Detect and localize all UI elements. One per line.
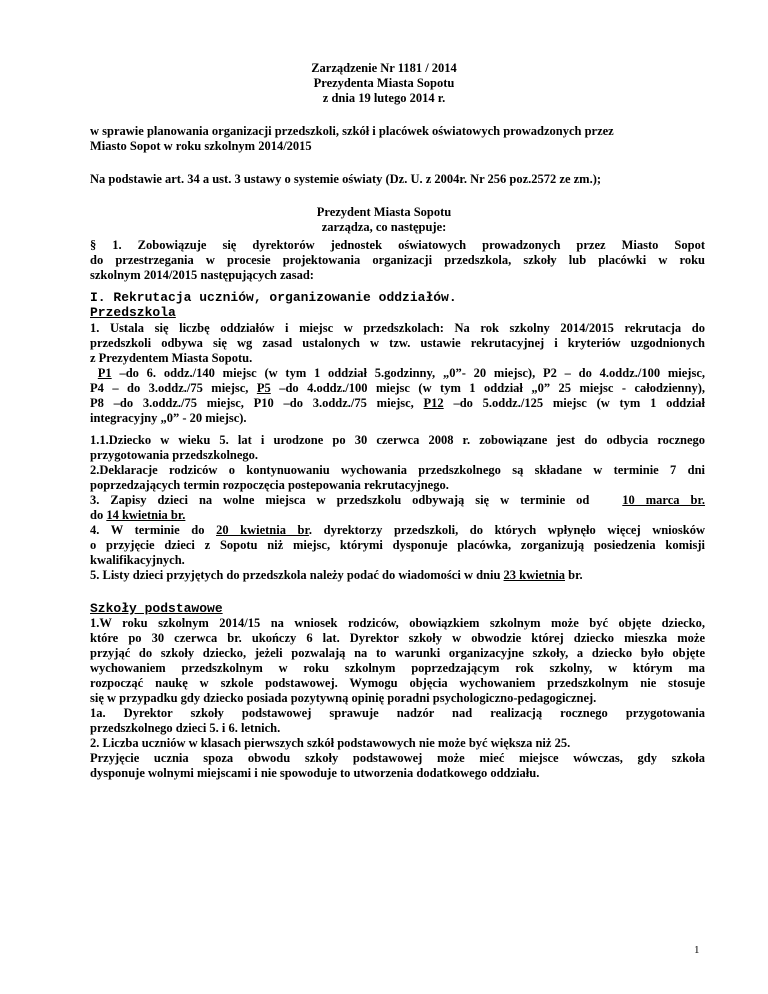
paragraph-1 bbox=[90, 238, 705, 283]
item-text: . dyrektorzy przedszkoli, do których wpłynęło więcej wniosków bbox=[308, 523, 705, 537]
preschool-p1-link: P1 bbox=[97, 366, 112, 380]
subsection-preschool-heading: Przedszkola bbox=[90, 305, 176, 320]
paragraph-line bbox=[90, 493, 705, 508]
title-line-1: Zarządzenie Nr 1181 / 2014 bbox=[311, 61, 457, 75]
subject-line: Miasto Sopot w roku szkolnym 2014/2015 bbox=[90, 139, 312, 153]
legal-basis: Na podstawie art. 34 a ust. 3 ustawy o systemie oświaty (Dz. U. z 2004r. Nr 256 poz.2572 ze zm.); bbox=[90, 172, 602, 186]
preschool-paragraph-1 bbox=[90, 321, 705, 366]
section-1-title: I. Rekrutacja uczniów, organizowanie oddziałów. bbox=[90, 290, 457, 305]
paragraph-line: 1. Ustala się liczbę oddziałów i miejsc w przedszkolach: Na rok szkolny 2014/2015 rekrutacja do bbox=[90, 321, 705, 335]
paragraph-line: § 1. Zobowiązuje się dyrektorów jednostek oświatowych prowadzonych przez Miasto Sopot bbox=[90, 238, 705, 252]
authority-line-1: Prezydent Miasta Sopotu bbox=[316, 205, 452, 219]
paragraph-line: poprzedzających termin rozpoczęcia postepowania rekrutacyjnego. bbox=[90, 478, 449, 492]
preschool-list-text: P8 –do 3.oddz./75 miejsc, P10 –do 3.oddz./75 miejsc, bbox=[90, 396, 424, 410]
schools-paragraph bbox=[90, 616, 705, 781]
title-line-3: z dnia 19 lutego 2014 r. bbox=[322, 91, 446, 105]
subsection-schools-heading: Szkoły podstawowe bbox=[90, 601, 223, 616]
paragraph-line: 2. Liczba uczniów w klasach pierwszych szkół podstawowych nie może być większa niż 25. bbox=[90, 736, 571, 750]
paragraph-line: dysponuje wolnymi miejscami i nie spowoduje to utworzenia dodatkowego oddziału. bbox=[90, 766, 540, 780]
preschool-item-3 bbox=[90, 493, 705, 523]
title-line-2: Prezydenta Miasta Sopotu bbox=[313, 76, 455, 90]
authority-line-2: zarządza, co następuje: bbox=[321, 220, 447, 234]
preschool-item-4 bbox=[90, 523, 705, 568]
date-23-april: 23 kwietnia bbox=[503, 568, 566, 582]
paragraph-line: przedszkolnego dzieci 5. i 6. letnich. bbox=[90, 721, 281, 735]
preschool-list-line bbox=[90, 366, 705, 381]
paragraph-line: o przyjęcie dzieci z Sopotu niż miejsc, którymi dysponuje placówka, zorganizują posiedzenia komisji bbox=[90, 538, 705, 552]
paragraph-line: rozpocząć naukę w szkole podstawowej. Wymogu objęcia wychowaniem przedszkolnym nie stosuje bbox=[90, 676, 705, 690]
preschool-list-line: integracyjny „0” - 20 miejsc). bbox=[90, 411, 247, 425]
paragraph-line: 1a. Dyrektor szkoły podstawowej sprawuje nadzór nad realizacją rocznego przygotowania bbox=[90, 706, 705, 720]
item-text: br. bbox=[565, 568, 583, 582]
preschool-list-text: –do 5.oddz./125 miejsc (w tym 1 oddział bbox=[443, 396, 705, 410]
paragraph-line: 1.1.Dziecko w wieku 5. lat i urodzone po 30 czerwca 2008 r. zobowiązane jest do odbycia rocznego bbox=[90, 433, 705, 447]
paragraph-line: kwalifikacyjnych. bbox=[90, 553, 185, 567]
item-text: do bbox=[90, 508, 107, 522]
paragraph-line: szkolnym 2014/2015 następujących zasad: bbox=[90, 268, 314, 282]
paragraph-line: do przestrzegania w procesie projektowania organizacji przedszkola, szkoły lub placówki w roku bbox=[90, 253, 705, 267]
document-subject bbox=[90, 124, 705, 154]
date-20-april: 20 kwietnia br bbox=[216, 523, 309, 537]
paragraph-line: 2.Deklaracje rodziców o kontynuowaniu wychowania przedszkolnego są składane w terminie 7 dni bbox=[90, 463, 705, 477]
preschool-p5-link: P5 bbox=[256, 381, 271, 395]
item-text: 5. Listy dzieci przyjętych do przedszkola należy podać do wiadomości w dniu bbox=[90, 568, 504, 582]
authority bbox=[0, 205, 768, 235]
date-10-march: 10 marca br. bbox=[622, 493, 706, 507]
subject-line: w sprawie planowania organizacji przedszkoli, szkół i placówek oświatowych prowadzonych przez bbox=[90, 124, 614, 138]
paragraph-line: 1.W roku szkolnym 2014/15 na wniosek rodziców, obowiązkiem szkolnym może być objęte dziecko, bbox=[90, 616, 705, 630]
paragraph-line: wychowaniem przedszkolnym w roku szkolnym poprzedzającym rok szkolny, w którym ma bbox=[90, 661, 705, 675]
paragraph-line: przedszkoli odbywa się wg zasad ustalonych w tzw. ustawie rekrutacyjnej i kryteriów uzgodnionych bbox=[90, 336, 705, 350]
preschool-paragraph-2 bbox=[90, 433, 705, 493]
page-number: 1 bbox=[694, 944, 700, 956]
paragraph-line: przyjąć do szkoły dziecko, jeżeli pozwalają na to warunki organizacyjne szkoły, a dziecko było objęte bbox=[90, 646, 705, 660]
paragraph-line bbox=[90, 523, 705, 538]
preschool-list-line bbox=[90, 381, 705, 396]
date-14-april: 14 kwietnia br. bbox=[106, 508, 186, 522]
item-text: 4. W terminie do bbox=[90, 523, 217, 537]
paragraph-line: z Prezydentem Miasta Sopotu. bbox=[90, 351, 253, 365]
preschool-p12-link: P12 bbox=[423, 396, 444, 410]
paragraph-line: się w przypadku gdy dziecko posiada pozytywną opinię poradni psychologiczno-pedagogicznej. bbox=[90, 691, 597, 705]
preschool-list bbox=[90, 366, 705, 426]
item-text: 3. Zapisy dzieci na wolne miejsca w przedszkolu odbywają się w terminie od bbox=[90, 493, 590, 507]
paragraph-line: Przyjęcie ucznia spoza obwodu szkoły podstawowej może mieć miejsce wówczas, gdy szkoła bbox=[90, 751, 705, 765]
document-title bbox=[0, 61, 768, 106]
preschool-list-text: –do 4.oddz./100 miejsc (w tym 1 oddział „0” 25 miejsc - całodzienny), bbox=[270, 381, 705, 395]
preschool-item-5 bbox=[90, 568, 705, 583]
preschool-list-text: P4 – do 3.oddz./75 miejsc, bbox=[90, 381, 257, 395]
preschool-list-line bbox=[90, 396, 705, 411]
paragraph-line bbox=[90, 508, 705, 523]
preschool-list-text: –do 6. oddz./140 miejsc (w tym 1 oddział 5.godzinny, „0”- 20 miejsc), P2 – do 4.oddz./100 miejsc, bbox=[111, 366, 705, 380]
paragraph-line: przygotowania przedszkolnego. bbox=[90, 448, 259, 462]
paragraph-line: które po 30 czerwca br. ukończy 6 lat. Dyrektor szkoły w obwodzie której dziecko mieszka może bbox=[90, 631, 705, 645]
